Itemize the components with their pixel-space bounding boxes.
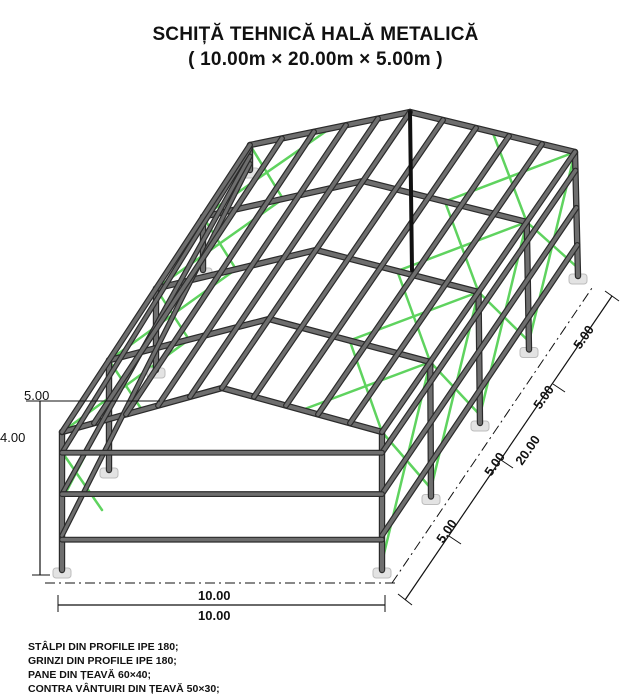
note-columns: STÂLPI DIN PROFILE IPE 180; xyxy=(28,641,179,653)
note-bracing: CONTRA VÂNTUIRI DIN ȚEAVĂ 50×30; xyxy=(28,683,220,695)
bay-4-label: 5.00 xyxy=(570,322,597,352)
bay-2-label: 5.00 xyxy=(481,449,508,479)
drawing-subtitle: ( 10.00m × 20.00m × 5.00m ) xyxy=(188,49,443,70)
rafter xyxy=(250,112,410,145)
width-top-label: 10.00 xyxy=(198,588,231,603)
height-eave-label: 4.00 xyxy=(0,430,26,445)
length-total-label: 20.00 xyxy=(512,432,544,468)
material-notes xyxy=(28,640,220,696)
roof-purlin xyxy=(94,138,282,423)
roof-purlin xyxy=(126,132,314,415)
steel-structure xyxy=(53,112,587,578)
bay-1-label: 5.00 xyxy=(433,516,460,546)
note-beams: GRINZI DIN PROFILE IPE 180; xyxy=(28,655,177,667)
ridge-post xyxy=(410,112,412,270)
width-bottom-label: 10.00 xyxy=(198,608,231,623)
drawing-title: SCHIȚĂ TEHNICĂ HALĂ METALICĂ xyxy=(152,24,479,45)
height-total-label: 5.00 xyxy=(24,388,50,403)
bay-3-label: 5.00 xyxy=(530,382,557,412)
note-purlins: PANE DIN ȚEAVĂ 60×40; xyxy=(28,669,152,681)
